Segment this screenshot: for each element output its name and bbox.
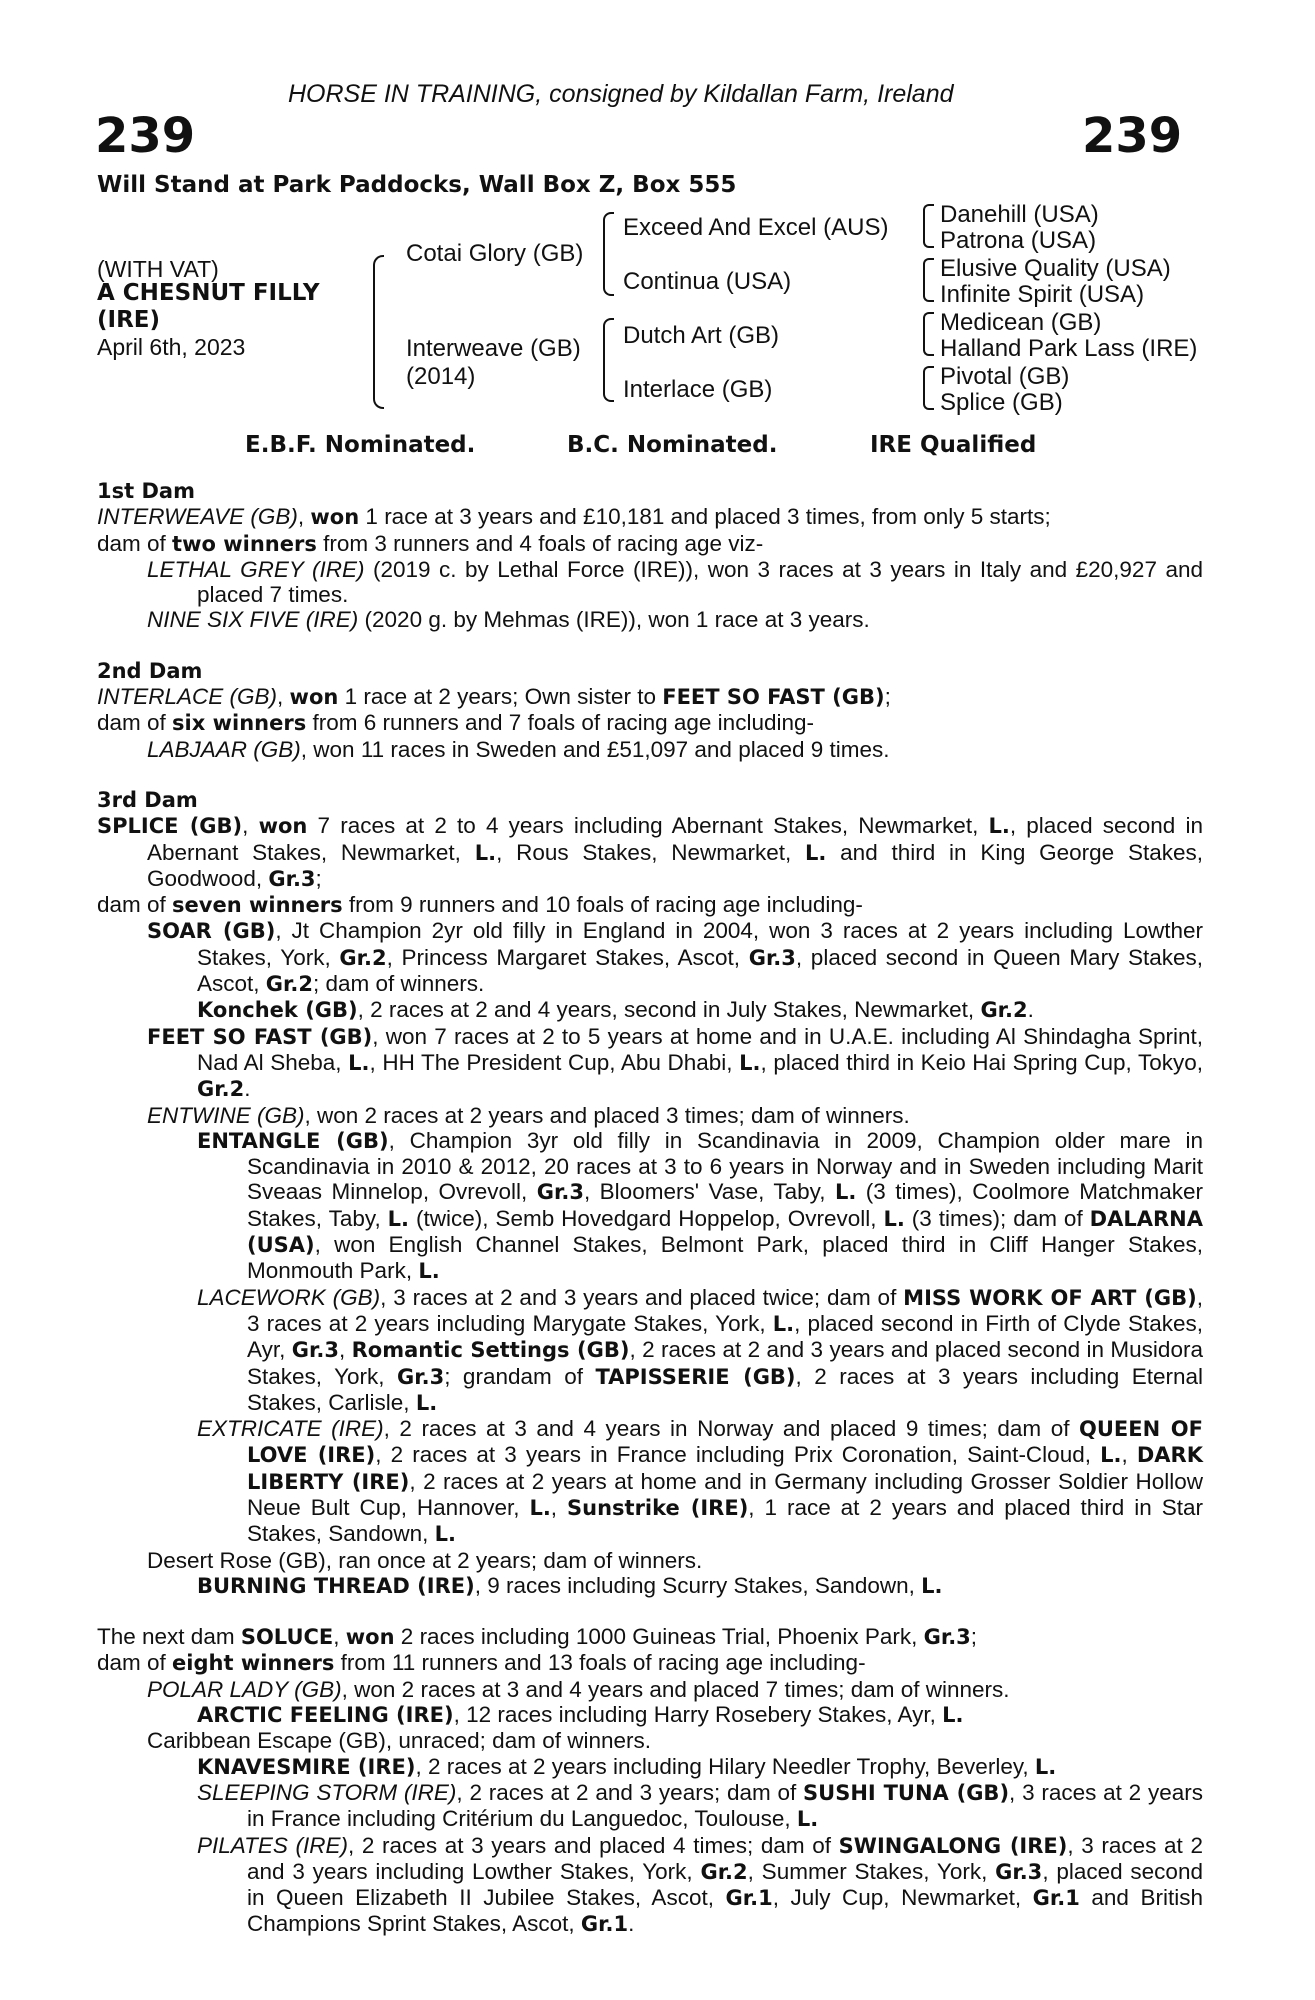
offspring-entry: LETHAL GREY (IRE) (2019 c. by Lethal Force (IRE)), won 3 races at 3 years in Italy and £20,927 and placed 7 times. [147, 556, 1203, 608]
gen3-6: Halland Park Lass (IRE) [940, 335, 1198, 362]
third-dam-record: SPLICE (GB), won 7 races at 2 to 4 years including Abernant Stakes, Newmarket, L., placed second in Abernant Stakes, Newmarket, L., Rous Stakes, Newmarket, L. and third in King George Stakes, Goodwood, Gr.3; [97, 813, 1203, 891]
dam-year: (2014) [406, 363, 476, 390]
dam-brace [603, 318, 614, 402]
offspring-entry: NINE SIX FIVE (IRE) (2020 g. by Mehmas (IRE)), won 1 race at 3 years. [147, 607, 870, 633]
gen3-brace-2 [923, 258, 934, 302]
offspring-entry: ENTWINE (GB), won 2 races at 2 years and placed 3 times; dam of winners. [147, 1102, 910, 1128]
sire-brace [603, 212, 614, 296]
offspring-entry: Desert Rose (GB), ran once at 2 years; dam of winners. [147, 1547, 703, 1573]
section-heading: 3rd Dam [97, 787, 198, 812]
lot-number-right: 239 [1082, 108, 1183, 164]
offspring-entry: EXTRICATE (IRE), 2 races at 3 and 4 years in Norway and placed 9 times; dam of QUEEN OF LOVE (IRE), 2 races at 3 years in France including Prix Coronation, Saint-Cloud, L., DARK LIBERTY (IRE), 2 races at 2 years at home and in Germany including Grosser Soldier Hollow Neue Bult Cup, Hannover, L., Sunstrike (IRE), 1 race at 2 years and placed third in Star Stakes, Sandown, L. [197, 1416, 1203, 1547]
first-dam-produce: dam of two winners from 3 runners and 4 foals of racing age viz- [97, 530, 764, 556]
vat-note: (WITH VAT) [97, 256, 219, 282]
dam-sire: Dutch Art (GB) [623, 322, 780, 349]
offspring-entry: ARCTIC FEELING (IRE), 12 races including Harry Rosebery Stakes, Ayr, L. [197, 1702, 964, 1728]
sire: Cotai Glory (GB) [406, 240, 584, 267]
section-heading: 1st Dam [97, 479, 195, 503]
sire-dam: Continua (USA) [623, 268, 792, 295]
gen3-brace-1 [923, 204, 934, 248]
offspring-entry: LABJAAR (GB), won 11 races in Sweden and £51,097 and placed 9 times. [147, 736, 890, 762]
offspring-entry: PILATES (IRE), 2 races at 3 years and placed 4 times; dam of SWINGALONG (IRE), 3 races at 2 and 3 years including Lowther Stakes, York, Gr.2, Summer Stakes, York, Gr.3, placed second in Queen Elizabeth II Jubilee Stakes, Ascot, Gr.1, July Cup, Newmarket, Gr.1 and British Champions Sprint Stakes, Ascot, Gr.1. [197, 1832, 1203, 1937]
offspring-entry: BURNING THREAD (IRE), 9 races including Scurry Stakes, Sandown, L. [197, 1572, 943, 1598]
horse-name: A CHESNUT FILLY [97, 280, 320, 306]
offspring-entry: KNAVESMIRE (IRE), 2 races at 2 years including Hilary Needler Trophy, Beverley, L. [197, 1753, 1057, 1779]
stable-location: Will Stand at Park Paddocks, Wall Box Z, Box 555 [97, 172, 737, 198]
gen3-3: Elusive Quality (USA) [940, 255, 1171, 282]
gen3-5: Medicean (GB) [940, 309, 1102, 336]
bc-nomination: B.C. Nominated. [567, 432, 778, 458]
gen3-brace-4 [923, 366, 934, 410]
gen3-2: Patrona (USA) [940, 227, 1097, 254]
produce-record [97, 478, 1203, 1938]
horse-name-country: (IRE) [97, 307, 161, 333]
offspring-entry: POLAR LADY (GB), won 2 races at 3 and 4 years and placed 7 times; dam of winners. [147, 1676, 1010, 1702]
third-dam-produce: dam of seven winners from 9 runners and 10 foals of racing age including- [97, 892, 863, 918]
first-dam-record: INTERWEAVE (GB), won 1 race at 3 years and £10,181 and placed 3 times, from only 5 starts; [97, 504, 1051, 530]
gen3-7: Pivotal (GB) [940, 363, 1070, 390]
ebf-nomination: E.B.F. Nominated. [245, 432, 476, 458]
next-dam-record: The next dam SOLUCE, won 2 races including 1000 Guineas Trial, Phoenix Park, Gr.3; [97, 1624, 978, 1650]
offspring-entry: LACEWORK (GB), 3 races at 2 and 3 years and placed twice; dam of MISS WORK OF ART (GB), 3 races at 2 years including Marygate Stakes, York, L., placed second in Firth of Clyde Stakes, Ayr, Gr.3, Romantic Settings (GB), 2 races at 2 and 3 years and placed second in Musidora Stakes, York, Gr.3; grandam of TAPISSERIE (GB), 2 races at 3 years including Eternal Stakes, Carlisle, L. [197, 1284, 1203, 1415]
second-dam-produce: dam of six winners from 6 runners and 7 foals of racing age including- [97, 710, 814, 736]
second-dam-record: INTERLACE (GB), won 1 race at 2 years; Own sister to FEET SO FAST (GB); [97, 684, 891, 710]
section-heading: 2nd Dam [97, 658, 203, 683]
dam: Interweave (GB) [406, 335, 581, 362]
catalogue-header: HORSE IN TRAINING, consigned by Kildallan Farm, Ireland [288, 80, 954, 108]
gen3-1: Danehill (USA) [940, 201, 1099, 228]
offspring-entry: SOAR (GB), Jt Champion 2yr old filly in England in 2004, won 3 races at 2 years including Lowther Stakes, York, Gr.2, Princess Margaret Stakes, Ascot, Gr.3, placed second in Queen Mary Stakes, Ascot, Gr.2; dam of winners. [147, 918, 1203, 997]
offspring-entry: FEET SO FAST (GB), won 7 races at 2 to 5 years at home and in U.A.E. including Al Shindagha Sprint, Nad Al Sheba, L., HH The President Cup, Abu Dhabi, L., placed third in Keio Hai Spring Cup, Tokyo, Gr.2. [147, 1023, 1203, 1102]
gen3-brace-3 [923, 312, 934, 356]
dam-dam: Interlace (GB) [623, 376, 773, 403]
next-dam-produce: dam of eight winners from 11 runners and 13 foals of racing age including- [97, 1650, 866, 1676]
pedigree-brace [373, 255, 384, 409]
gen3-4: Infinite Spirit (USA) [940, 281, 1145, 308]
gen3-8: Splice (GB) [940, 389, 1063, 416]
foaling-date: April 6th, 2023 [97, 334, 246, 360]
offspring-entry: SLEEPING STORM (IRE), 2 races at 2 and 3 years; dam of SUSHI TUNA (GB), 3 races at 2 years in France including Critérium du Languedoc, Toulouse, L. [197, 1779, 1203, 1832]
offspring-entry: Konchek (GB), 2 races at 2 and 4 years, second in July Stakes, Newmarket, Gr.2. [197, 997, 1034, 1023]
lot-number-left: 239 [95, 108, 196, 164]
offspring-entry: ENTANGLE (GB), Champion 3yr old filly in Scandinavia in 2009, Champion older mare in Scandinavia in 2010 & 2012, 20 races at 3 to 6 years in Norway and in Sweden including Marit Sveaas Minnelop, Ovrevoll, Gr.3, Bloomers' Vase, Taby, L. (3 times), Coolmore Matchmaker Stakes, Taby, L. (twice), Semb Hovedgard Hoppelop, Ovrevoll, L. (3 times); dam of DALARNA (USA), won English Channel Stakes, Belmont Park, placed third in Cliff Hanger Stakes, Monmouth Park, L. [197, 1127, 1204, 1284]
offspring-entry: Caribbean Escape (GB), unraced; dam of winners. [147, 1728, 651, 1754]
ire-qualified: IRE Qualified [870, 432, 1037, 458]
sire-sire: Exceed And Excel (AUS) [623, 214, 889, 241]
